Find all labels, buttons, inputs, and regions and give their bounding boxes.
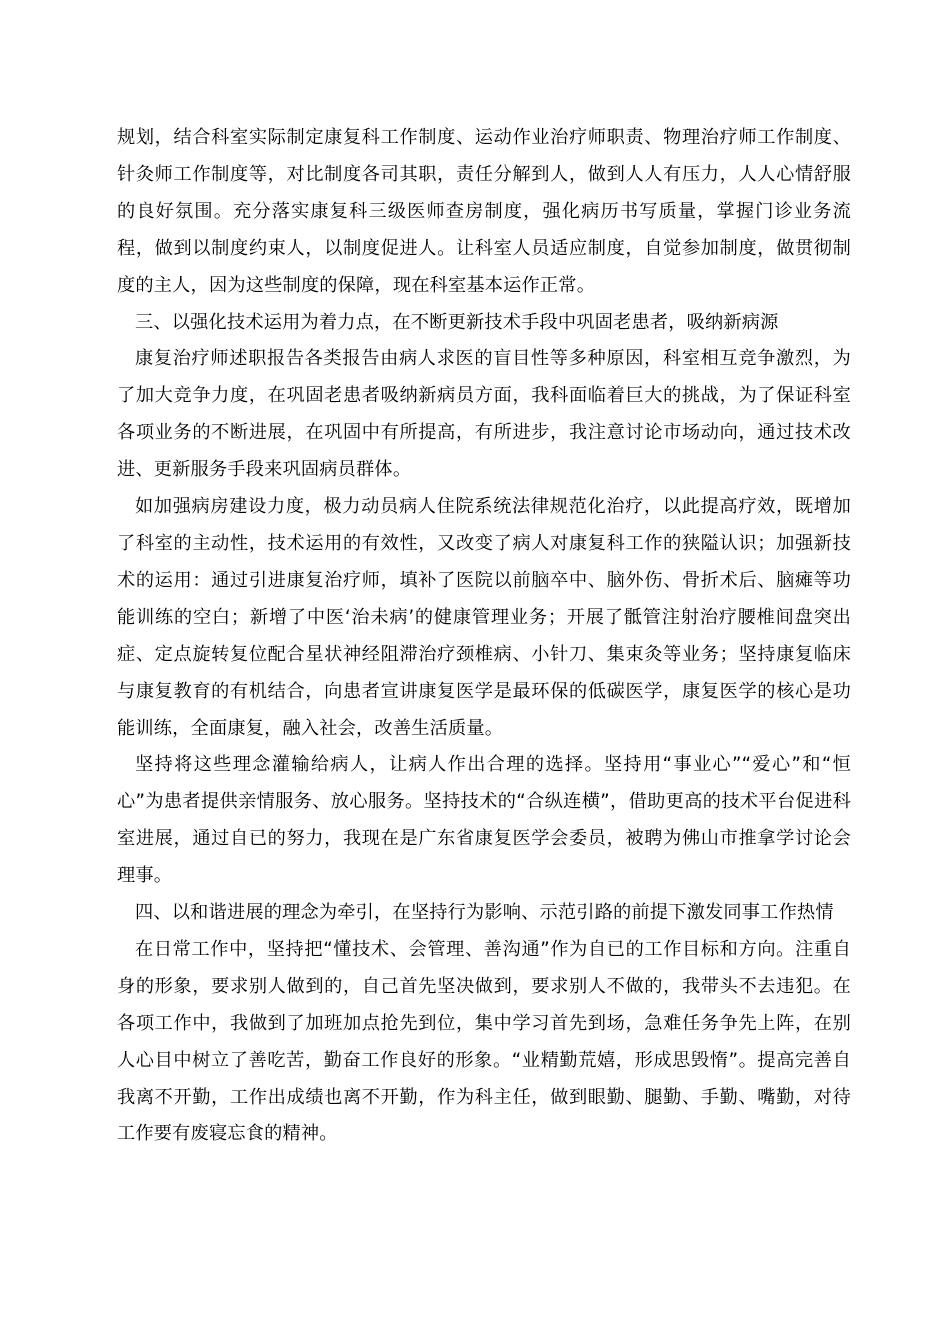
body-paragraph: 规划，结合科室实际制定康复科工作制度、运动作业治疗师职责、物理治疗师工作制度、针灸师工作制度等，对比制度各司其职，责任分解到人，做到人人有压力，人人心情舒服的良好氛围。充分落实康复科三级医师查房制度，强化病历书写质量，掌握门诊业务流程，做到以制度约束人，以制度促进人。让科室人员适应制度，自觉参加制度，做贯彻制度的主人，因为这些制度的保障，现在科室基本运作正常。 bbox=[117, 127, 851, 296]
section-heading-4: 四、以和谐进展的理念为牵引，在坚持行为影响、示范引路的前提下激发同事工作热情 bbox=[135, 902, 834, 924]
body-paragraph: 如加强病房建设力度，极力动员病人住院系统法律规范化治疗，以此提高疗效，既增加了科室的主动性，技术运用的有效性，又改变了病人对康复科工作的狭隘认识；加强新技术的运用：通过引进康复治疗师，填补了医院以前脑卒中、脑外伤、骨折术后、脑瘫等功能训练的空白；新增了中医‘治未病’的健康管理业务；开展了骶管注射治疗腰椎间盘突出症、定点旋转复位配合星状神经阻滞治疗颈椎病、小针刀、集束灸等业务；坚持康复临床与康复教育的有机结合，向患者宣讲康复医学是最环保的低碳医学，康复医学的核心是功能训练，全面康复，融入社会，改善生活质量。 bbox=[117, 496, 851, 739]
body-paragraph: 坚持将这些理念灌输给病人，让病人作出合理的选择。坚持用“事业心”“爱心”和“恒心”为患者提供亲情服务、放心服务。坚持技术的“合纵连横”，借助更高的技术平台促进科室进展，通过自已的努力，我现在是广东省康复医学会委员，被聘为佛山市推拿学讨论会理事。 bbox=[117, 754, 851, 887]
section-heading-3: 三、以强化技术运用为着力点，在不断更新技术手段中巩固老患者，吸纳新病源 bbox=[135, 311, 779, 333]
document-page bbox=[117, 120, 851, 1153]
body-paragraph: 在日常工作中，坚持把“懂技术、会管理、善沟通”作为自已的工作目标和方向。注重自身的形象，要求别人做到的，自己首先坚决做到，要求别人不做的，我带头不去违犯。在各项工作中，我做到了加班加点抢先到位，集中学习首先到场，急难任务争先上阵，在别人心目中树立了善吃苦，勤奋工作良好的形象。“业精勤荒嬉，形成思毁惰”。提高完善自我离不开勤，工作出成绩也离不开勤，作为科主任，做到眼勤、腿勤、手勤、嘴勤，对待工作要有废寝忘食的精神。 bbox=[117, 938, 851, 1145]
body-paragraph: 康复治疗师述职报告各类报告由病人求医的盲目性等多种原因，科室相互竞争激烈，为了加大竞争力度，在巩固老患者吸纳新病员方面，我科面临着巨大的挑战，为了保证科室各项业务的不断进展，在巩固中有所提高，有所进步，我注意讨论市场动向，通过技术改进、更新服务手段来巩固病员群体。 bbox=[117, 348, 851, 481]
